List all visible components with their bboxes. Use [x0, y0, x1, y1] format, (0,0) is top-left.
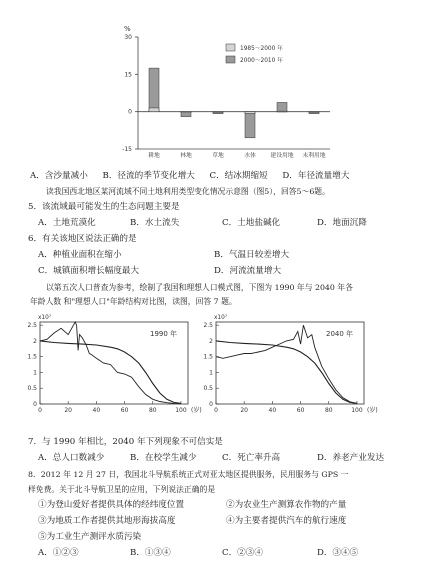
y-unit-label: x10⁷	[214, 315, 228, 321]
x-tick-label: 建设用地	[270, 153, 294, 159]
q5-option-d: D．地面沉降	[317, 218, 367, 228]
y-tick-label: 0	[209, 401, 213, 408]
x-tick-label: 0	[38, 407, 42, 414]
q8-item-3: ③为地质工作者提供其地形海拔高度	[38, 516, 176, 526]
x-tick-label: 100	[175, 407, 187, 414]
q6-stem: 6．有关该地区说法正确的是	[28, 234, 137, 244]
bar-2000-2010	[277, 102, 287, 111]
q4-options	[30, 171, 349, 182]
q5-option-a: A．土地荒漠化	[38, 218, 96, 228]
q6-option-d: D．河流流量增大	[214, 266, 282, 276]
q8-stem-line2: 样免费。关于北斗导航卫星的应用，下列说法正确的是	[28, 485, 216, 494]
y-tick-label: 0.5	[27, 385, 37, 393]
bar-1985-2000	[149, 108, 159, 112]
x-tick-label: 80	[148, 407, 157, 414]
bar-1985-2000	[245, 112, 255, 114]
q4-option-c: C．结冰期缩短	[209, 171, 268, 181]
y-tick-label: 1.5	[203, 353, 213, 361]
bar-1985-2000	[277, 111, 287, 112]
chart-2040-group	[203, 314, 377, 414]
x-tick-label: 60	[120, 407, 129, 414]
x-tick-label: 20	[240, 407, 249, 414]
q7-option-c: C．死亡率升高	[222, 453, 281, 463]
chart1-group	[122, 25, 330, 159]
y-tick-label: 1	[209, 369, 213, 377]
q6-option-b: B．气温日较差增大	[214, 250, 290, 260]
q5-stem: 5．该流域最可能发生的生态问题主要是	[28, 202, 180, 212]
y-tick-label: 15	[124, 71, 132, 79]
x-tick-label: 40	[92, 407, 101, 414]
y-tick-label: 0.5	[203, 385, 213, 393]
x-unit-label: (岁)	[191, 407, 202, 414]
q8-item-5: ⑤为工业生产测评水质污染	[38, 532, 142, 542]
q7-stem: 7．与 1990 年相比，2040 年下列现象不可信实是	[28, 437, 223, 447]
q8-item-4: ④为主要者提供汽车的航行速度	[226, 516, 347, 526]
bar-1985-2000	[309, 112, 319, 113]
q5-option-b: B．水土流失	[130, 218, 180, 228]
q4-option-b: B．径流的季节变化增大	[102, 171, 195, 181]
x-tick-label: 60	[296, 407, 305, 414]
q5-options	[38, 218, 367, 229]
population-charts	[0, 308, 433, 430]
x-tick-label: 耕地	[148, 153, 160, 159]
y-tick-label: 2.5	[203, 322, 213, 330]
intro-q7-line1: 以第五次人口普查为参考，绘制了我国和理想人口模式图，下图为 1990 年与 2040 年各	[46, 283, 353, 292]
y-unit-label: x10⁷	[38, 315, 52, 321]
y-tick-label: 30	[124, 34, 132, 41]
q8-option-c: C．②③④	[222, 548, 263, 558]
q6-option-c: C．城镇面积增长幅度最大	[38, 266, 140, 276]
legend-swatch-1985-2000	[226, 44, 235, 51]
y-tick-label: 0	[33, 401, 37, 408]
bar-2000-2010	[149, 68, 159, 112]
q8-option-d: D．③④⑤	[317, 548, 359, 558]
q8-item-2: ②为农业生产测算农作物的产量	[226, 500, 347, 510]
x-tick-label: 水体	[244, 153, 256, 159]
chart-1990-group	[27, 314, 201, 414]
q8-option-a: A．①②③	[38, 548, 79, 558]
y-tick-label: 1.5	[27, 353, 37, 361]
x-tick-label: 草地	[212, 153, 224, 159]
chart-title: 2040 年	[326, 330, 354, 338]
y-tick-label: 2	[209, 337, 213, 345]
legend-swatch-2000-2010	[226, 56, 235, 63]
x-tick-label: 40	[268, 407, 277, 414]
ideal-population-line	[216, 341, 357, 404]
y-tick-label: 1	[33, 369, 37, 377]
intro-q5-6: 读我国西北地区某河流域不同土地利用类型变化情况示意图（图5），回答5～6题。	[46, 187, 330, 196]
ideal-population-line	[40, 341, 181, 404]
q7-option-d: D．养老产业发达	[317, 453, 385, 463]
bar-2000-2010	[245, 112, 255, 138]
bar-1985-2000	[181, 112, 191, 113]
q8-stem-line1: 8．2012 年 12 月 27 日，我国北斗导航系统正式对亚太地区提供服务，民用服务与 GPS 一	[28, 470, 349, 479]
y-tick-label: 0	[128, 108, 132, 116]
y-tick-label: 2	[33, 337, 37, 345]
q8-item-1: ①为登山爱好者提供具体的经纬度位置	[38, 500, 185, 510]
x-tick-label: 未利用地	[302, 153, 326, 159]
q4-option-a: A．含沙量减小	[30, 171, 88, 181]
bar-1985-2000	[213, 112, 223, 113]
x-tick-label: 林地	[180, 153, 192, 159]
q6-option-a: A．种植业面积在缩小	[38, 250, 122, 260]
q8-option-b: B．①③④	[130, 548, 171, 558]
y-axis-unit: %	[124, 25, 131, 33]
q5-option-c: C．土地盐碱化	[222, 218, 281, 228]
q8-options	[38, 548, 358, 559]
x-unit-label: (岁)	[367, 407, 378, 414]
q4-option-d: D．年径流量增大	[282, 171, 350, 181]
q7-option-a: A．总人口数减少	[38, 453, 105, 463]
legend-label-1985-2000: 1985～2000 年	[240, 46, 283, 52]
y-tick-label: -15	[122, 146, 132, 153]
legend-label-2000-2010: 2000～2010 年	[240, 58, 283, 64]
land-use-chart	[0, 0, 433, 175]
y-tick-label: 2.5	[27, 322, 37, 330]
chart-title: 1990 年	[150, 330, 178, 338]
q7-options	[38, 453, 384, 464]
intro-q7-line2: 年龄人数 和"理想人口"年龄结构对比图，读图，回答 7 题。	[30, 297, 237, 306]
x-tick-label: 80	[324, 407, 333, 414]
x-tick-label: 20	[64, 407, 73, 414]
x-tick-label: 100	[351, 407, 363, 414]
x-tick-label: 0	[214, 407, 218, 414]
q7-option-b: B．在校学生减少	[130, 453, 197, 463]
